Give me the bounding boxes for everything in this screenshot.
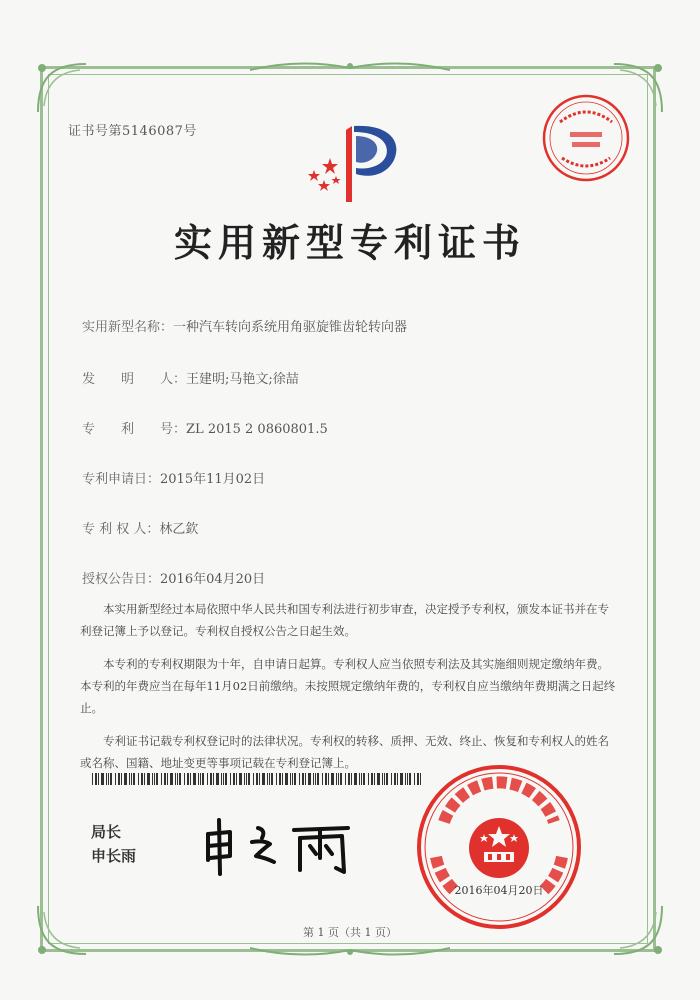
field-filing-date	[82, 468, 265, 487]
filing-date-label: 专利申请日：	[82, 472, 161, 487]
seal-date: 2016年04月20日	[454, 884, 544, 897]
barcode	[92, 773, 422, 785]
patent-number-value: ZL 2015 2 0860801.5	[186, 422, 328, 437]
field-utility-model-name	[82, 316, 407, 335]
body-paragraph: 专利证书记载专利权登记时的法律状况。专利权的转移、质押、无效、终止、恢复和专利权人的姓名或名称、国籍、地址变更等事项记载在专利登记簿上。	[80, 734, 609, 770]
name-label: 实用新型名称：	[82, 320, 174, 335]
patent-number-label: 专 利 号：	[82, 422, 187, 437]
grant-date-label: 授权公告日：	[82, 572, 161, 587]
field-grant-date	[82, 568, 265, 587]
ornament-top-left	[32, 58, 92, 118]
director-signature	[200, 812, 360, 882]
inventor-label: 发 明 人：	[82, 372, 187, 387]
body-paragraph: 本专利的专利权期限为十年，自申请日起算。专利权人应当依照专利法及其实施细则规定缴纳年费。本专利的年费应当在每年11月02日前缴纳。未按照规定缴纳年费的，专利权自应当缴纳年费期满之日起终止。	[80, 657, 616, 715]
inventor-value: 王建明;马艳文;徐喆	[186, 372, 299, 387]
field-patent-number	[82, 418, 328, 437]
grant-date-value: 2016年04月20日	[160, 572, 266, 587]
agency-stamp	[540, 92, 632, 184]
patent-holder-label: 专 利 权 人：	[82, 522, 160, 537]
name-value: 一种汽车转向系统用角驱旋锥齿轮转向器	[173, 320, 408, 335]
page-number: 第 1 页（共 1 页）	[303, 926, 397, 939]
director-name: 申长雨	[91, 847, 137, 865]
certificate-body	[80, 598, 620, 785]
field-inventor	[82, 368, 299, 387]
body-paragraph: 本实用新型经过本局依照中华人民共和国专利法进行初步审查，决定授予专利权，颁发本证书并在专利登记簿上予以登记。专利权自授权公告之日起生效。	[80, 602, 609, 638]
field-patent-holder	[82, 518, 198, 537]
director-title: 局长	[91, 823, 122, 841]
ornament-top-center	[250, 56, 450, 78]
certificate-number: 证书号第5146087号	[68, 124, 197, 139]
patent-office-logo	[290, 120, 410, 210]
filing-date-value: 2015年11月02日	[160, 472, 266, 487]
director-block	[91, 820, 136, 868]
ornament-bottom-center	[250, 940, 450, 962]
national-seal	[414, 762, 584, 932]
patent-holder-value: 林乙欽	[159, 522, 199, 537]
certificate-title: 实用新型专利证书	[173, 221, 526, 265]
